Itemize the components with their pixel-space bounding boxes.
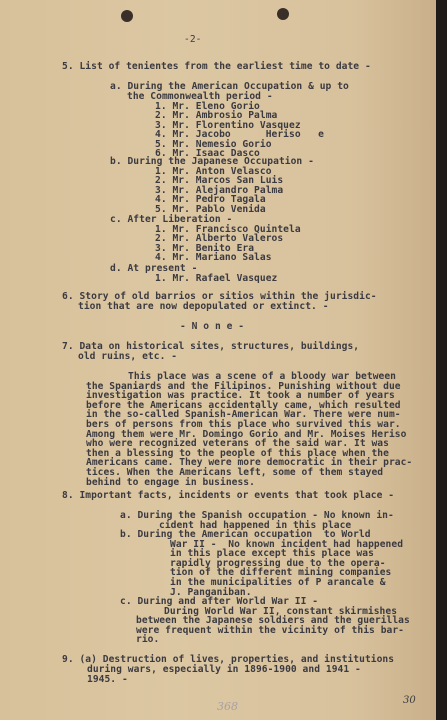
list-b-item: 3. Mr. Alejandro Palma [155,184,284,196]
punch-hole [277,8,289,20]
item-8b-line: in this place except this place was [170,548,374,560]
list-a-item: 1. Mr. Eleno Gorio [155,101,260,112]
item-7-paragraph-line: the Spaniards and the Filipinos. Punishing without due [86,380,401,392]
item-8a-line: a. During the Spanish occupation - No known in- [120,510,394,521]
punch-hole [121,10,133,22]
item-5b-heading: b. During the Japanese Occupation - [110,156,314,167]
item-9-line-3: 1945. - [87,674,128,685]
item-9-line-2: during wars, especially in 1896-1900 and 1941 - [87,664,361,675]
list-b-item: 1. Mr. Anton Velasco [155,166,272,177]
item-7-paragraph-line: before the Americans accidentally came, which resulted [86,399,401,411]
item-8c-line: between the Japanese soldiers and the guerillas [136,615,410,627]
list-c-item: 1. Mr. Francisco Quintela [155,224,301,235]
list-a-item: 3. Mr. Florentino Vasquez [155,119,301,131]
list-c-item: 3. Mr. Benito Era [155,242,255,254]
item-8b-line: rapidly progressing due to the opera- [170,557,386,569]
item-7-line-2: old ruins, etc. - [78,351,178,362]
item-5a-heading-1: a. During the American Occupation & up to [110,81,349,92]
item-8c-line: were frequent within the vicinity of this bar- [136,624,404,636]
item-7-paragraph-line: Americans came. They were more democratic in their prac- [86,457,413,469]
item-8c-line: rio. [136,634,160,646]
item-5-heading: 5. List of tenientes from the earliest time to date - [62,61,371,72]
list-b-item: 4. Mr. Pedro Tagala [155,194,266,206]
item-7-paragraph-line: bers of persons from this place who survived this war. [86,419,401,430]
item-5c-heading: c. After Liberation - [110,214,233,225]
item-8b-line: in the municipalities of P arancale & [170,577,386,588]
item-8c-line: During World War II, constant skirmishes [164,605,398,617]
item-7-paragraph-line: behind to engage in business. [86,476,255,488]
item-8b-line: J. Panganiban. [170,586,252,598]
item-8-heading: 8. Important facts, incidents or events that took place - [62,490,395,501]
list-a-item: 5. Mr. Nemesio Gorio [155,138,272,150]
list-c-item: 2. Mr. Alberto Valeros [155,233,284,245]
list-b-item: 5. Mr. Pablo Venida [155,203,266,215]
item-5d-heading: d. At present - [110,263,198,274]
page-marker: -2- [184,34,202,45]
item-8b-line: War II - No known incident had happened [170,538,404,550]
list-a-item: 6. Mr. Isaac Dasco [155,148,260,159]
list-c-item: 4. Mr. Mariano Salas [155,252,272,264]
list-a-item: 2. Mr. Ambrosio Palma [155,110,278,122]
item-6-none: - N o n e - [180,321,245,332]
item-7-line-1: 7. Data on historical sites, structures, buildings, [62,341,360,352]
scan-edge [436,0,447,720]
list-d-item: 1. Mr. Rafael Vasquez [155,273,278,284]
list-b-item: 2. Mr. Marcos San Luis [155,175,284,187]
item-7-paragraph-line: investigation was practice. It took a number of years [86,390,395,402]
item-7-paragraph-line: then a blessing to the people of this place when the [86,447,389,459]
item-8b-line: b. During the American occupation to World [120,529,371,540]
item-8c-line: c. During and after World War II - [120,596,319,607]
item-7-paragraph-line: This place was a scene of a bloody war between [128,371,396,382]
item-7-paragraph-line: tices. When the Americans left, some of them stayed [86,467,384,478]
item-8a-line: cident had happened in this place [159,519,352,531]
item-6-line-1: 6. Story of old barrios or sitios within the jurisdic- [62,291,377,302]
page-number: 30 [403,695,416,706]
item-6-line-2: tion that are now depopulated or extinct. - [78,301,329,312]
pencil-mark: 368 [217,700,238,713]
item-7-paragraph-line: in the so-called Spanish-American War. There were num- [86,409,401,421]
item-5a-heading-2: the Commonwealth period - [127,91,273,102]
item-7-paragraph-line: who were recognized veterans of the said war. It was [86,438,389,450]
item-9-line-1: 9. (a) Destruction of lives, properties, and institutions [62,654,395,665]
item-7-paragraph-line: Among them were Mr. Domingo Gorio and Mr. Moises Heriso [86,428,407,440]
item-8b-line: tion of the different mining companies [170,567,392,579]
list-a-item: 4. Mr. Jacobo Heriso e [155,129,324,141]
